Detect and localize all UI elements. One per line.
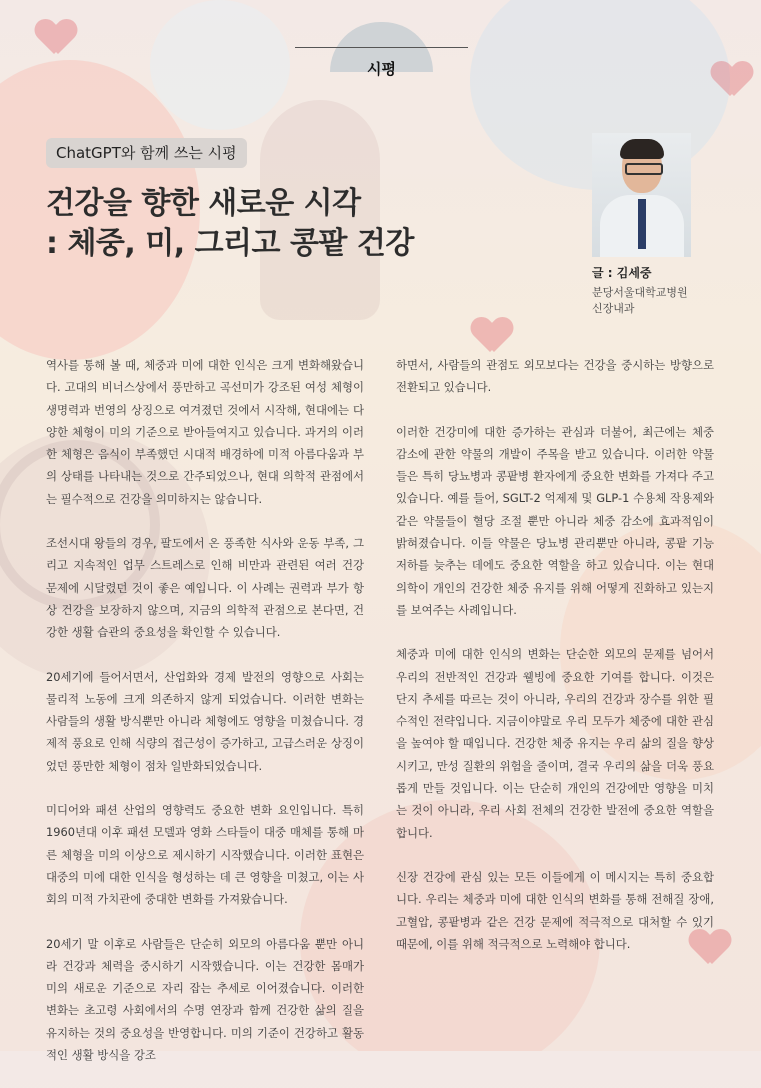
paragraph: 20세기에 들어서면서, 산업화와 경제 발전의 영향으로 사회는 물리적 노동에 크게 의존하지 않게 되었습니다. 이러한 변화는 사람들의 생활 방식뿐만 아니라 체형에도 영향을 미쳤습니다. 경제적 풍요로 인해 식량의 접근성이 증가하고, 고급스러운 상징이었던 풍만한 체형이 점차 일반화되었습니다. — [46, 669, 364, 773]
author-name: 글 : 김세중 — [592, 266, 652, 280]
paragraph: 이러한 건강미에 대한 증가하는 관심과 더불어, 최근에는 체중 감소에 관한 약물의 개발이 주목을 받고 있습니다. 이러한 약물들은 특히 당뇨병과 콩팥병 환자에게 중요한 변화를 가져다 주고 있습니다. 예를 들어, SGLT-2 억제제 및 GLP-1 수용체 작용제와 같은 약물들이 혈당 조절 뿐만 아니라 체중 감소에 효과적임이 밝혀졌습니다. 이들 약물은 당뇨병 관리뿐만 아니라, 콩팥 기능 저하를 늦추는 데에도 중요한 역할을 하고 있습니다. 이는 현대 의학이 개인의 건강한 체중 유지를 위해 어떻게 진화하고 있는지를 보여주는 사례입니다. — [396, 424, 714, 617]
right-column — [396, 354, 714, 977]
section-header — [0, 0, 761, 90]
author-photo — [592, 133, 691, 257]
author-affiliation: 분당서울대학교병원 — [592, 286, 688, 299]
paragraph: 하면서, 사람들의 관점도 외모보다는 건강을 중시하는 방향으로 전환되고 있습니다. — [396, 358, 714, 395]
heart-icon — [472, 318, 512, 358]
section-label: 시평 — [367, 60, 396, 78]
title-line-1: 건강을 향한 새로운 시각 — [46, 186, 361, 221]
author-byline — [592, 264, 688, 317]
paragraph: 역사를 통해 볼 때, 체중과 미에 대한 인식은 크게 변화해왔습니다. 고대의 비너스상에서 풍만하고 곡선미가 강조된 여성 체형이 생명력과 번영의 상징으로 여겨졌던 것에서 시작해, 현대에는 다양한 체형이 미의 기준으로 받아들여지고 있습니다. 과거의 이러한 체형은 음식이 부족했던 시대적 배경하에 미적 아름다움과 부의 상태를 나타내는 것으로 간주되었으나, 현대 의학적 관점에서는 필수적으로 건강을 의미하지는 않습니다. — [46, 358, 364, 506]
author-department: 신장내과 — [592, 302, 635, 315]
series-badge: ChatGPT와 함께 쓰는 시평 — [46, 138, 247, 168]
left-column — [46, 354, 364, 1088]
header-divider — [295, 47, 468, 48]
paragraph: 체중과 미에 대한 인식의 변화는 단순한 외모의 문제를 넘어서 우리의 전반적인 건강과 웰빙에 중요한 기여를 합니다. 이것은 단지 추세를 따르는 것이 아니라, 우리의 건강과 장수를 위한 필수적인 전략입니다. 지금이야말로 우리 모두가 체중에 대한 관심을 높여야 할 때입니다. 건강한 체중 유지는 우리 삶의 질을 향상시키고, 만성 질환의 위험을 줄이며, 결국 우리의 삶을 더욱 풍요롭게 만들 것입니다. 이는 단순히 개인의 건강에만 영향을 미치는 것이 아니라, 우리 사회 전체의 건강한 발전에 중요한 역할을 합니다. — [396, 647, 714, 840]
paragraph: 20세기 말 이후로 사람들은 단순히 외모의 아름다움 뿐만 아니라 건강과 체력을 중시하기 시작했습니다. 이는 건강한 몸매가 미의 새로운 기준으로 자리 잡는 추세로 이어졌습니다. 이러한 변화는 초고령 사회에서의 수명 연장과 함께 건강한 삶의 질을 유지하는 것의 중요성을 반영합니다. 미의 기준이 건강하고 활동적인 생활 방식을 강조 — [46, 936, 364, 1063]
paragraph: 신장 건강에 관심 있는 모든 이들에게 이 메시지는 특히 중요합니다. 우리는 체중과 미에 대한 인식의 변화를 통해 전해질 장애, 고혈압, 콩팥병과 같은 건강 문제에 적극적으로 대처할 수 있기 때문에, 이를 위해 적극적으로 노력해야 합니다. — [396, 869, 714, 951]
paragraph: 조선시대 왕들의 경우, 팔도에서 온 풍족한 식사와 운동 부족, 그리고 지속적인 업무 스트레스로 인해 비만과 관련된 여러 건강 문제에 시달렸던 것이 좋은 예입니다. 이 사례는 권력과 부가 항상 건강을 보장하지 않으며, 지금의 의학적 관점으로 본다면, 건강한 생활 습관의 중요성을 확인할 수 있습니다. — [46, 536, 364, 640]
title-line-2: : 체중, 미, 그리고 콩팥 건강 — [46, 226, 414, 261]
paragraph: 미디어와 패션 산업의 영향력도 중요한 변화 요인입니다. 특히 1960년대 이후 패션 모델과 영화 스타들이 대중 매체를 통해 마른 체형을 미의 이상으로 제시하기 시작했습니다. 이러한 표현은 대중의 미에 대한 인식을 형성하는 데 큰 영향을 미쳤고, 이는 사회의 미적 가치관에 중대한 변화를 가져왔습니다. — [46, 803, 364, 907]
article-title — [46, 184, 566, 264]
